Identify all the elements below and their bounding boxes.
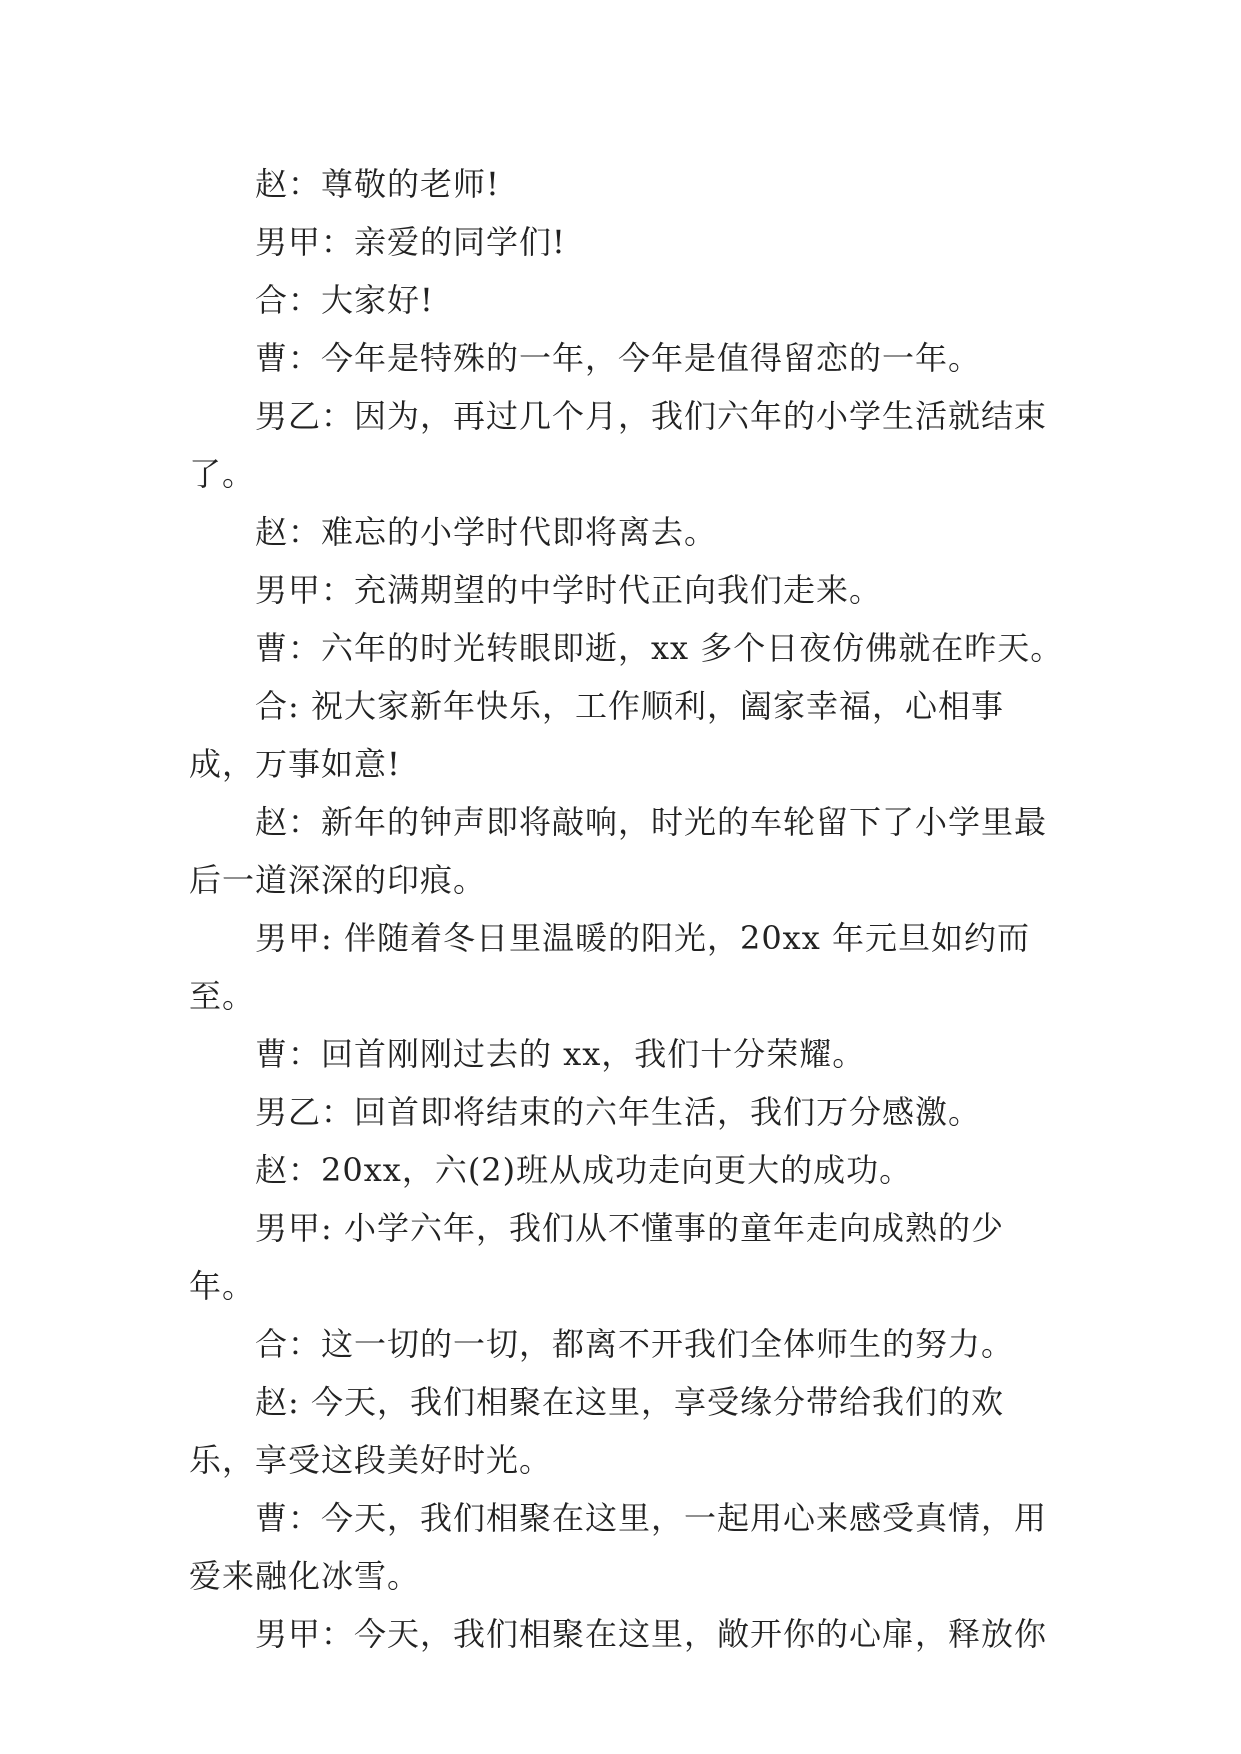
- dialogue-line: 曹：六年的时光转眼即逝，xx 多个日夜仿佛就在昨天。: [255, 629, 1064, 667]
- dialogue-line: 男乙：回首即将结束的六年生活，我们万分感激。: [255, 1093, 982, 1131]
- dialogue-line: 赵：难忘的小学时代即将离去。: [255, 513, 718, 551]
- document-body: [189, 155, 1069, 1663]
- dialogue-line: 男甲：亲爱的同学们!: [255, 223, 566, 261]
- dialogue-line: 赵：新年的钟声即将敲响，时光的车轮留下了小学里最后一道深深的印痕。: [189, 803, 1048, 899]
- dialogue-line: 曹：回首刚刚过去的 xx，我们十分荣耀。: [255, 1035, 866, 1073]
- dialogue-line: 男甲: 小学六年，我们从不懂事的童年走向成熟的少年。: [189, 1209, 1004, 1305]
- dialogue-line: 合: 祝大家新年快乐，工作顺利，阖家幸福，心相事成，万事如意!: [189, 687, 1004, 783]
- dialogue-line: 赵：20xx，六(2)班从成功走向更大的成功。: [255, 1151, 913, 1189]
- dialogue-line: 曹：今天，我们相聚在这里，一起用心来感受真情，用爱来融化冰雪。: [189, 1499, 1048, 1595]
- dialogue-line: 男乙：因为，再过几个月，我们六年的小学生活就结束了。: [189, 397, 1048, 493]
- dialogue-line: 男甲：充满期望的中学时代正向我们走来。: [255, 571, 883, 609]
- dialogue-line: 男甲：今天，我们相聚在这里，敞开你的心扉，释放你: [255, 1615, 1048, 1653]
- dialogue-line: 合：这一切的一切，都离不开我们全体师生的努力。: [255, 1325, 1015, 1363]
- dialogue-line: 曹：今年是特殊的一年，今年是值得留恋的一年。: [255, 339, 982, 377]
- dialogue-line: 赵：尊敬的老师!: [255, 165, 500, 203]
- dialogue-line: 赵: 今天，我们相聚在这里，享受缘分带给我们的欢乐，享受这段美好时光。: [189, 1383, 1004, 1479]
- dialogue-line: 合：大家好!: [255, 281, 434, 319]
- dialogue-line: 男甲: 伴随着冬日里温暖的阳光，20xx 年元旦如约而至。: [189, 919, 1030, 1015]
